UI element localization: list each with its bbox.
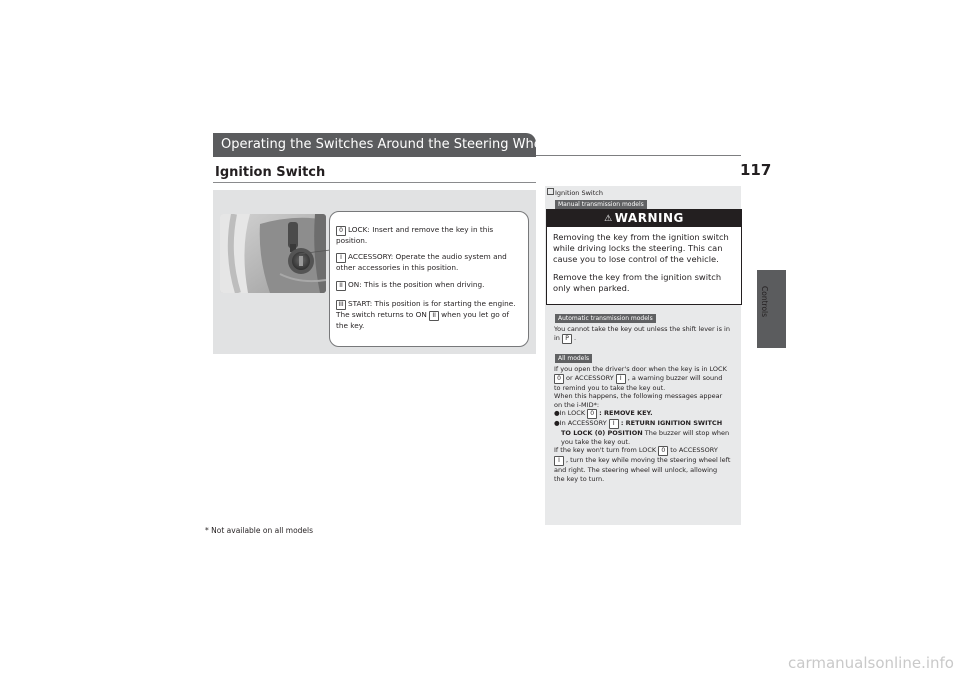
key-positions-callout xyxy=(329,211,529,347)
all-line-2 xyxy=(554,374,739,384)
accessory-badge: I xyxy=(336,253,346,263)
position-start-text-2: when you let go of the key. xyxy=(336,310,510,330)
notes-panel xyxy=(545,186,741,525)
note-heading-text: Ignition Switch xyxy=(555,189,603,197)
warning-title: WARNING xyxy=(614,211,684,225)
bullet-2b: : RETURN IGNITION SWITCH xyxy=(620,419,723,427)
bullet-2c: TO LOCK (0) POSITION xyxy=(561,429,643,437)
lock-badge-bullet: 0 xyxy=(587,409,597,419)
position-start xyxy=(336,299,522,330)
lock-badge-2: 0 xyxy=(658,446,668,456)
position-accessory xyxy=(336,252,522,272)
subsection-rule xyxy=(213,182,536,183)
bullet-1 xyxy=(554,409,739,419)
all-line-8: and right. The steering wheel will unlock, allowing xyxy=(554,466,718,474)
position-start-text: START: This position is for starting the engine. The switch returns to ON xyxy=(336,299,516,319)
warning-box xyxy=(546,209,742,305)
warning-text-2: Remove the key from the ignition switch only when parked. xyxy=(553,272,722,293)
all-line-2b: , a warning buzzer will sound xyxy=(627,373,723,382)
all-line-6a: If the key won't turn from LOCK xyxy=(554,446,657,454)
all-line-9: the key to turn. xyxy=(554,474,605,483)
all-line-7-text: , turn the key while moving the steering wheel left xyxy=(566,456,731,464)
on-badge-2: II xyxy=(429,311,439,321)
lock-badge: 0 xyxy=(336,226,346,236)
warning-header xyxy=(547,210,741,227)
bullet-1b: : REMOVE KEY. xyxy=(599,409,653,417)
position-lock xyxy=(336,225,522,245)
watermark: carmanualsonline.info xyxy=(788,654,954,672)
accessory-badge-note: I xyxy=(616,374,626,384)
bullet-icon: ● xyxy=(554,419,560,427)
automatic-note-end: . xyxy=(574,333,577,342)
bullet-2e: you take the key out. xyxy=(561,437,631,446)
on-badge: II xyxy=(336,281,346,291)
subsection-title: Ignition Switch xyxy=(215,165,326,180)
automatic-note-text: You cannot take the key out unless the shift lever is in xyxy=(554,325,730,333)
position-on xyxy=(336,280,522,291)
section-rule xyxy=(536,155,741,156)
start-badge: III xyxy=(336,300,346,310)
bullet-2 xyxy=(554,419,739,429)
automatic-note xyxy=(554,325,739,344)
park-badge: P xyxy=(562,334,572,344)
in-text: in xyxy=(554,333,562,342)
all-line-6 xyxy=(554,446,739,456)
section-tab xyxy=(213,133,554,157)
lock-badge-note: 0 xyxy=(554,374,564,384)
note-heading xyxy=(547,188,603,197)
footnote: * Not available on all models xyxy=(205,526,314,535)
all-line-1: If you open the driver's door when the key is in LOCK xyxy=(554,365,727,373)
all-line-7 xyxy=(554,456,739,466)
bullet-1a: In LOCK xyxy=(559,409,586,417)
bullet-2d: The buzzer will stop when xyxy=(642,429,730,437)
tag-automatic-transmission: Automatic transmission models xyxy=(555,314,656,323)
tag-manual-transmission: Manual transmission models xyxy=(555,200,647,209)
chapter-label xyxy=(759,286,769,318)
page-number: 117 xyxy=(740,161,772,179)
all-line-3: to remind you to take the key out. xyxy=(554,383,666,392)
position-on-text: ON: This is the position when driving. xyxy=(348,280,485,289)
section-header xyxy=(213,133,741,157)
all-line-5: on the i-MID*: xyxy=(554,400,600,409)
all-line-2a: or ACCESSORY xyxy=(566,373,614,382)
all-line-4: When this happens, the following messages appear xyxy=(554,392,723,400)
tag-all-models: All models xyxy=(555,354,592,363)
illustration-panel xyxy=(213,190,536,354)
bullet-2-cont xyxy=(554,429,739,438)
warning-icon: ⚠ xyxy=(604,214,613,224)
chapter-label-text: Controls xyxy=(760,286,769,318)
warning-text-1: Removing the key from the ignition switch while driving locks the steering. This can cause you to lose control of the vehicle. xyxy=(553,232,729,264)
bullet-2a: In ACCESSORY xyxy=(559,419,607,427)
all-line-6b: to ACCESSORY xyxy=(670,446,718,454)
section-title: Operating the Switches Around the Steering Wheel xyxy=(221,137,554,152)
accessory-badge-bullet: I xyxy=(609,419,619,429)
bullet-icon: ● xyxy=(554,409,560,417)
position-lock-text: LOCK: Insert and remove the key in this position. xyxy=(336,225,494,245)
note-icon xyxy=(547,188,554,195)
all-models-note xyxy=(554,365,739,483)
position-accessory-text: ACCESSORY: Operate the audio system and other accessories in this position. xyxy=(336,252,507,272)
accessory-badge-2: I xyxy=(554,456,564,466)
